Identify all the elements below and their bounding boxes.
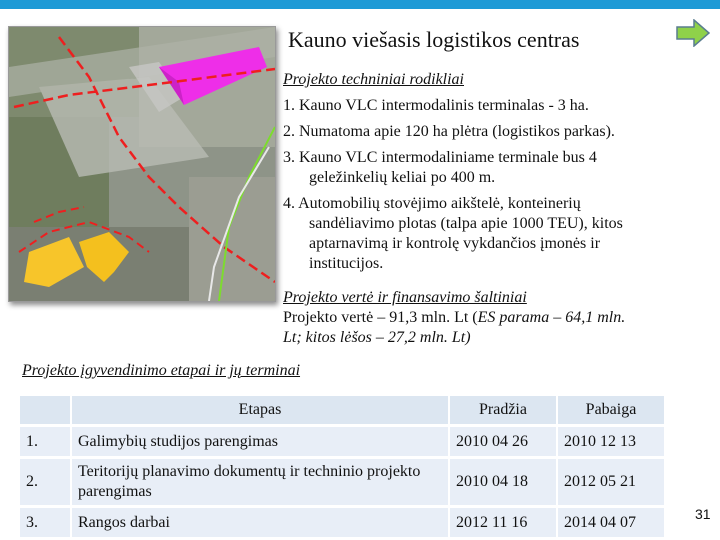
indicator-item-4-line-1: 4. Automobilių stovėjimo aikštelė, konteinerių [283,195,581,212]
finance-section [283,288,625,348]
table-row [20,508,664,537]
row-start-date: 2010 04 18 [450,459,556,505]
row-number: 2. [20,459,70,505]
stages-table [20,393,664,540]
implementation-heading: Projekto įgyvendinimo etapai ir jų terminai [22,362,301,379]
indicator-item-3 [283,148,623,188]
indicator-item-1: 1. Kauno VLC intermodalinis terminalas - 3 ha. [283,97,589,114]
row-start-date: 2012 11 16 [450,508,556,537]
indicator-item-4-line-4: institucijos. [309,255,384,272]
indicator-item-4-line-2: sandėliavimo plotas (talpa apie 1000 TEU), kitos [309,215,623,232]
top-accent-bar [0,0,720,9]
arrow-right-icon[interactable] [676,19,710,47]
page-title: Kauno viešasis logistikos centras [288,27,580,52]
indicator-item-2: 2. Numatoma apie 120 ha plėtra (logistikos parkas). [283,123,615,140]
row-end-date: 2012 05 21 [558,459,664,505]
table-row [20,459,664,505]
row-end-date: 2014 04 07 [558,508,664,537]
eu-support: ES parama – 64,1 mln. [477,309,626,326]
page-number: 31 [695,506,711,522]
row-number: 1. [20,427,70,456]
col-stage-header: Etapas [72,396,448,424]
finance-value-line [283,308,625,328]
indicator-item-3-line-1: 3. Kauno VLC intermodaliniame terminale bus 4 [283,149,597,166]
site-map-image [8,26,276,302]
row-number: 3. [20,508,70,537]
row-stage: Rangos darbai [72,508,448,537]
table-header-row [20,396,664,424]
project-value: Projekto vertė – 91,3 mln. Lt ( [283,309,478,326]
col-start-header: Pradžia [450,396,556,424]
row-start-date: 2010 04 26 [450,427,556,456]
col-end-header: Pabaiga [558,396,664,424]
col-number-header [20,396,70,424]
row-stage: Galimybių studijos parengimas [72,427,448,456]
indicator-item-4 [283,194,623,274]
table-row [20,427,664,456]
row-end-date: 2010 12 13 [558,427,664,456]
indicator-item-3-line-2: geležinkelių keliai po 400 m. [309,169,496,186]
technical-indicators [283,70,623,274]
row-stage: Teritorijų planavimo dokumentų ir techninio projekto parengimas [72,459,448,505]
finance-heading: Projekto vertė ir finansavimo šaltiniai [283,289,527,306]
indicators-heading: Projekto techniniai rodikliai [283,71,464,88]
other-funds: Lt; kitos lėšos – 27,2 mln. Lt) [283,329,471,346]
indicator-item-4-line-3: aptarnavimą ir kontrolę vykdančios įmonės ir [309,235,601,252]
